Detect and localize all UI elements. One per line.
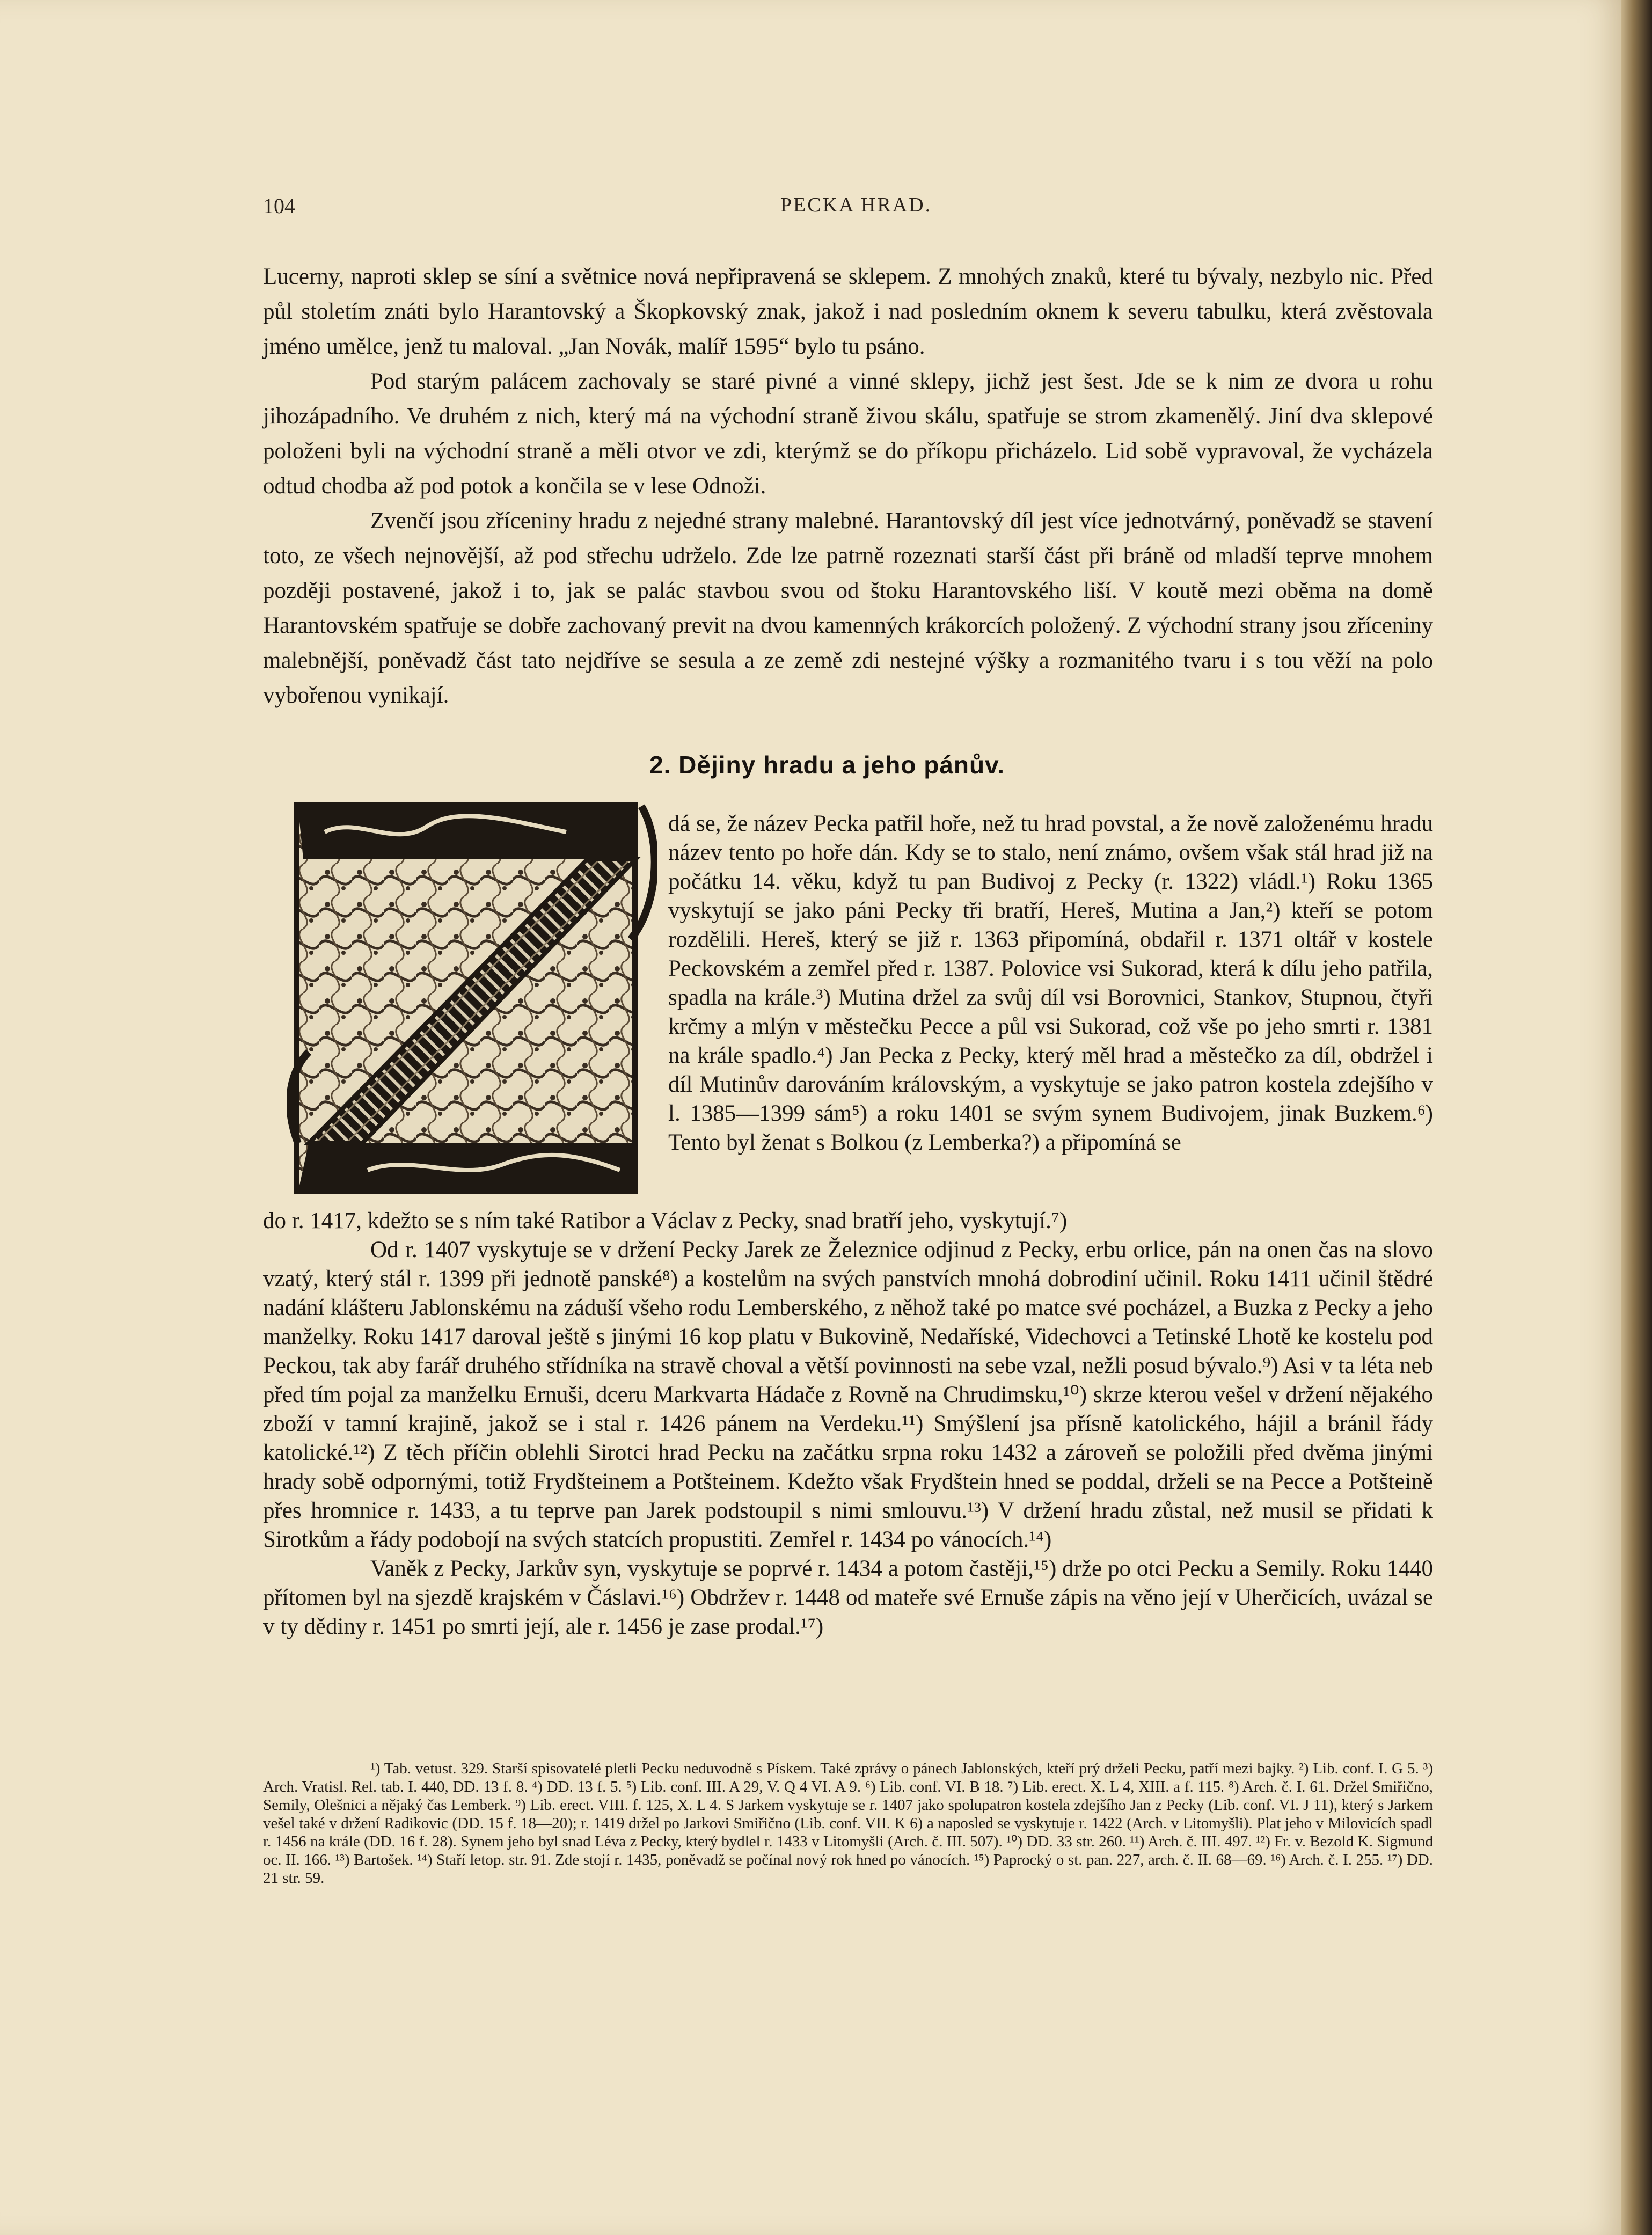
paragraph-continuation: Lucerny, naproti sklep se síní a světnice nová nepřipravená se sklepem. Z mnohých znaků, které tu bývaly, nezbylo nic. Před půl stoletím znáti bylo Harantovský a Škopkovský znak, jakož i nad posledním oknem k severu tabulku, která zvěstovala jméno umělce, jenž tu maloval. „Jan Novák, malíř 1595“ bylo tu psáno. [263,264,1433,359]
paragraph-cellars: Pod starým palácem zachovaly se staré pivné a vinné sklepy, jichž jest šest. Jde se k nim ze dvora u rohu jihozápadního. Ve druhém z nich, který má na východní straně živou skálu, spatřuje se strom zkamenělý. Jiní dva sklepové položeni byli na východní straně a měli otvor ve zdi, kterýmž se do příkopu přicházelo. Lid sobě vypravoval, že vycházela odtud chodba až pod potok a končila se v lese Odnoži. [263,369,1433,499]
section-heading: 2. Dějiny hradu a jeho pánův. [649,751,1005,779]
footnotes [263,1759,1433,1887]
lower-text-block [263,1207,1433,1641]
top-text-block [263,259,1433,713]
dropcap-paragraph: dá se, že název Pecka patřil hoře, než tu hrad povstal, a že nově založenému hradu název tento po hoře dán. Kdy se to stalo, není známo, ovšem však stál hrad již na počátku 14. věku, když tu pan Budivoj z Pecky (r. 1322) vládl.¹) Roku 1365 vyskytují se jako páni Pecky tři bratří, Hereš, Mutina a Jan,²) kteří se potom rozdělili. Hereš, který se již r. 1363 připomíná, obdařil r. 1371 oltář v kostele Peckovském a zemřel před r. 1387. Polovice vsi Sukorad, která k dílu jeho patřila, spadla na krále.³) Mutina držel za svůj díl vsi Borovnici, Stankov, Stupnou, čtyři krčmy a mlýn v městečku Pecce a půl vsi Sukorad, což vše po jeho smrti r. 1381 na krále spadlo.⁴) Jan Pecka z Pecky, který měl hrad a městečko za díl, obdržel i díl Mutinův darováním královským, a vyskytuje se jako patron kostela zdejšího v l. 1385—1399 sám⁵) a roku 1401 se svým synem Budivojem, jinak Buzkem.⁶) Tento byl ženat s Bolkou (z Lemberka?) a připomíná se [668,811,1433,1155]
paragraph-vanek: Vaněk z Pecky, Jarkův syn, vyskytuje se poprvé r. 1434 a potom častěji,¹⁵) drže po otci Pecku a Semily. Roku 1440 přítomen byl na sjezdě krajském v Čáslavi.¹⁶) Obdržev r. 1448 od mateře své Ernuše zápis na věno její v Uherčicích, uvázal se v ty dědiny r. 1451 po smrti její, ale r. 1456 je zase prodal.¹⁷) [263,1556,1433,1639]
paragraph-ruins: Zvenčí jsou zříceniny hradu z nejedné strany malebné. Harantovský díl jest více jednotvárný, poněvadž se stavení toto, ze všech nejnovější, až pod střechu udrželo. Zde lze patrně rozeznati starší část při bráně od mladší teprve mnohem později postavené, jakož i to, jak se palác stavbou svou od štoku Harantovského liší. V koutě mezi oběma na domě Harantovském spatřuje se dobře zachovaný previt na dvou kamenných krákorcích položený. Z východní strany jsou zříceniny malebnější, poněvadž část tato nejdříve se sesula a ze země zdi nestejné výšky a rozmanitého tvaru i s tou věží na polo vybořenou vynikají. [263,508,1433,708]
dropcap-continuation: do r. 1417, kdežto se s ním také Ratibor a Václav z Pecky, snad bratří jeho, vyskytují.⁷) [263,1208,1068,1233]
ornament-initial-image [287,800,657,1201]
decorated-initial-z [287,800,657,1201]
page-number: 104 [263,194,295,218]
book-edge [1621,0,1652,2235]
footnote-text: ¹) Tab. vetust. 329. Starší spisovatelé pletli Pecku neduvodně s Pískem. Také zprávy o pánech Jablonských, kteří prý drželi Pecku, patří mezi bajky. ²) Lib. conf. I. G 5. ³) Arch. Vratisl. Rel. tab. I. 440, DD. 13 f. 8. ⁴) DD. 13 f. 5. ⁵) Lib. conf. III. A 29, V. Q 4 VI. A 9. ⁶) Lib. conf. VI. B 18. ⁷) Lib. erect. X. L 4, XIII. a f. 115. ⁸) Arch. č. I. 61. Držel Smiřičnо, Semily, Olešnici a nějaký čas Lemberk. ⁹) Lib. erect. VIII. f. 125, X. L 4. S Jarkem vyskytuje se r. 1407 jako spolupatron kostela zdejšího Jan z Pecky (Lib. conf. VI. J 11), který s Jarkem vešel také v držení Radikovic (DD. 15 f. 18—20); r. 1419 držel po Jarkovi Smiřičnо (Lib. conf. VII. K 6) a naposled se vyskytuje r. 1422 (Arch. v Litomyšli). Plat jeho v Milovicích spadl r. 1456 na krále (DD. 16 f. 28). Synem jeho byl snad Léva z Pecky, který bydlel r. 1433 v Litomyšli (Arch. č. III. 507). ¹⁰) DD. 33 str. 260. ¹¹) Arch. č. III. 497. ¹²) Fr. v. Bezold K. Sigmund oc. II. 166. ¹³) Bartošek. ¹⁴) Staří letop. str. 91. Zde stojí r. 1435, poněvadž se počínal nový rok hned po vánocích. ¹⁵) Paprocký o st. pan. 227, arch. č. II. 68—69. ¹⁶) Arch. č. I. 255. ¹⁷) DD. 21 str. 59. [263,1760,1433,1887]
running-title: PECKA HRAD. [780,194,932,216]
paragraph-jarek: Od r. 1407 vyskytuje se v držení Pecky Jarek ze Železnice odjinud z Pecky, erbu orlice, pán na onen čas na slovo vzatý, který stál r. 1399 při jednotě panské⁸) a kostelům na svých panstvích mnohá dobrodiní učinil. Roku 1411 učinil štědré nadání klášteru Jablonskému na záduší všeho rodu Lemberského, z něhož také po matce své pocházel, a Buzka z Pecky a jeho manželky. Roku 1417 daroval ještě s jinými 16 kop platu v Bukovině, Nedaříské, Videchovci a Tetinské Lhotě ke kostelu pod Peckou, tak aby farář druhého střídníka na stravě choval a větší povinnosti na sebe vzal, nežli posud bývalo.⁹) Asi v ta léta neb před tím pojal za manželku Ernuši, dceru Markvarta Hádače z Rovně na Chrudimsku,¹⁰) skrze kterou vešel v držení nějakého zboží v tamní krajině, jakož se i stal r. 1426 pánem na Verdeku.¹¹) Smýšlení jsa přísně katolického, hájil a bránil řády katolické.¹²) Z těch příčin oblehli Sirotci hrad Pecku na začátku srpna roku 1432 a zároveň se položili před dvěma jinými hrady sobě odpornými, totiž Frydšteinem a Potšteinem. Kdežto však Frydštein hned se poddal, drželi se na Pecce a Potšteině přes hromnice r. 1433, a tu teprve pan Jarek podstoupil s nimi smlouvu.¹³) V držení hradu zůstal, než musil se přidati k Sirotkům a řády podobojí na svých statcích propustiti. Zemřel r. 1434 po vánocích.¹⁴) [263,1237,1433,1552]
